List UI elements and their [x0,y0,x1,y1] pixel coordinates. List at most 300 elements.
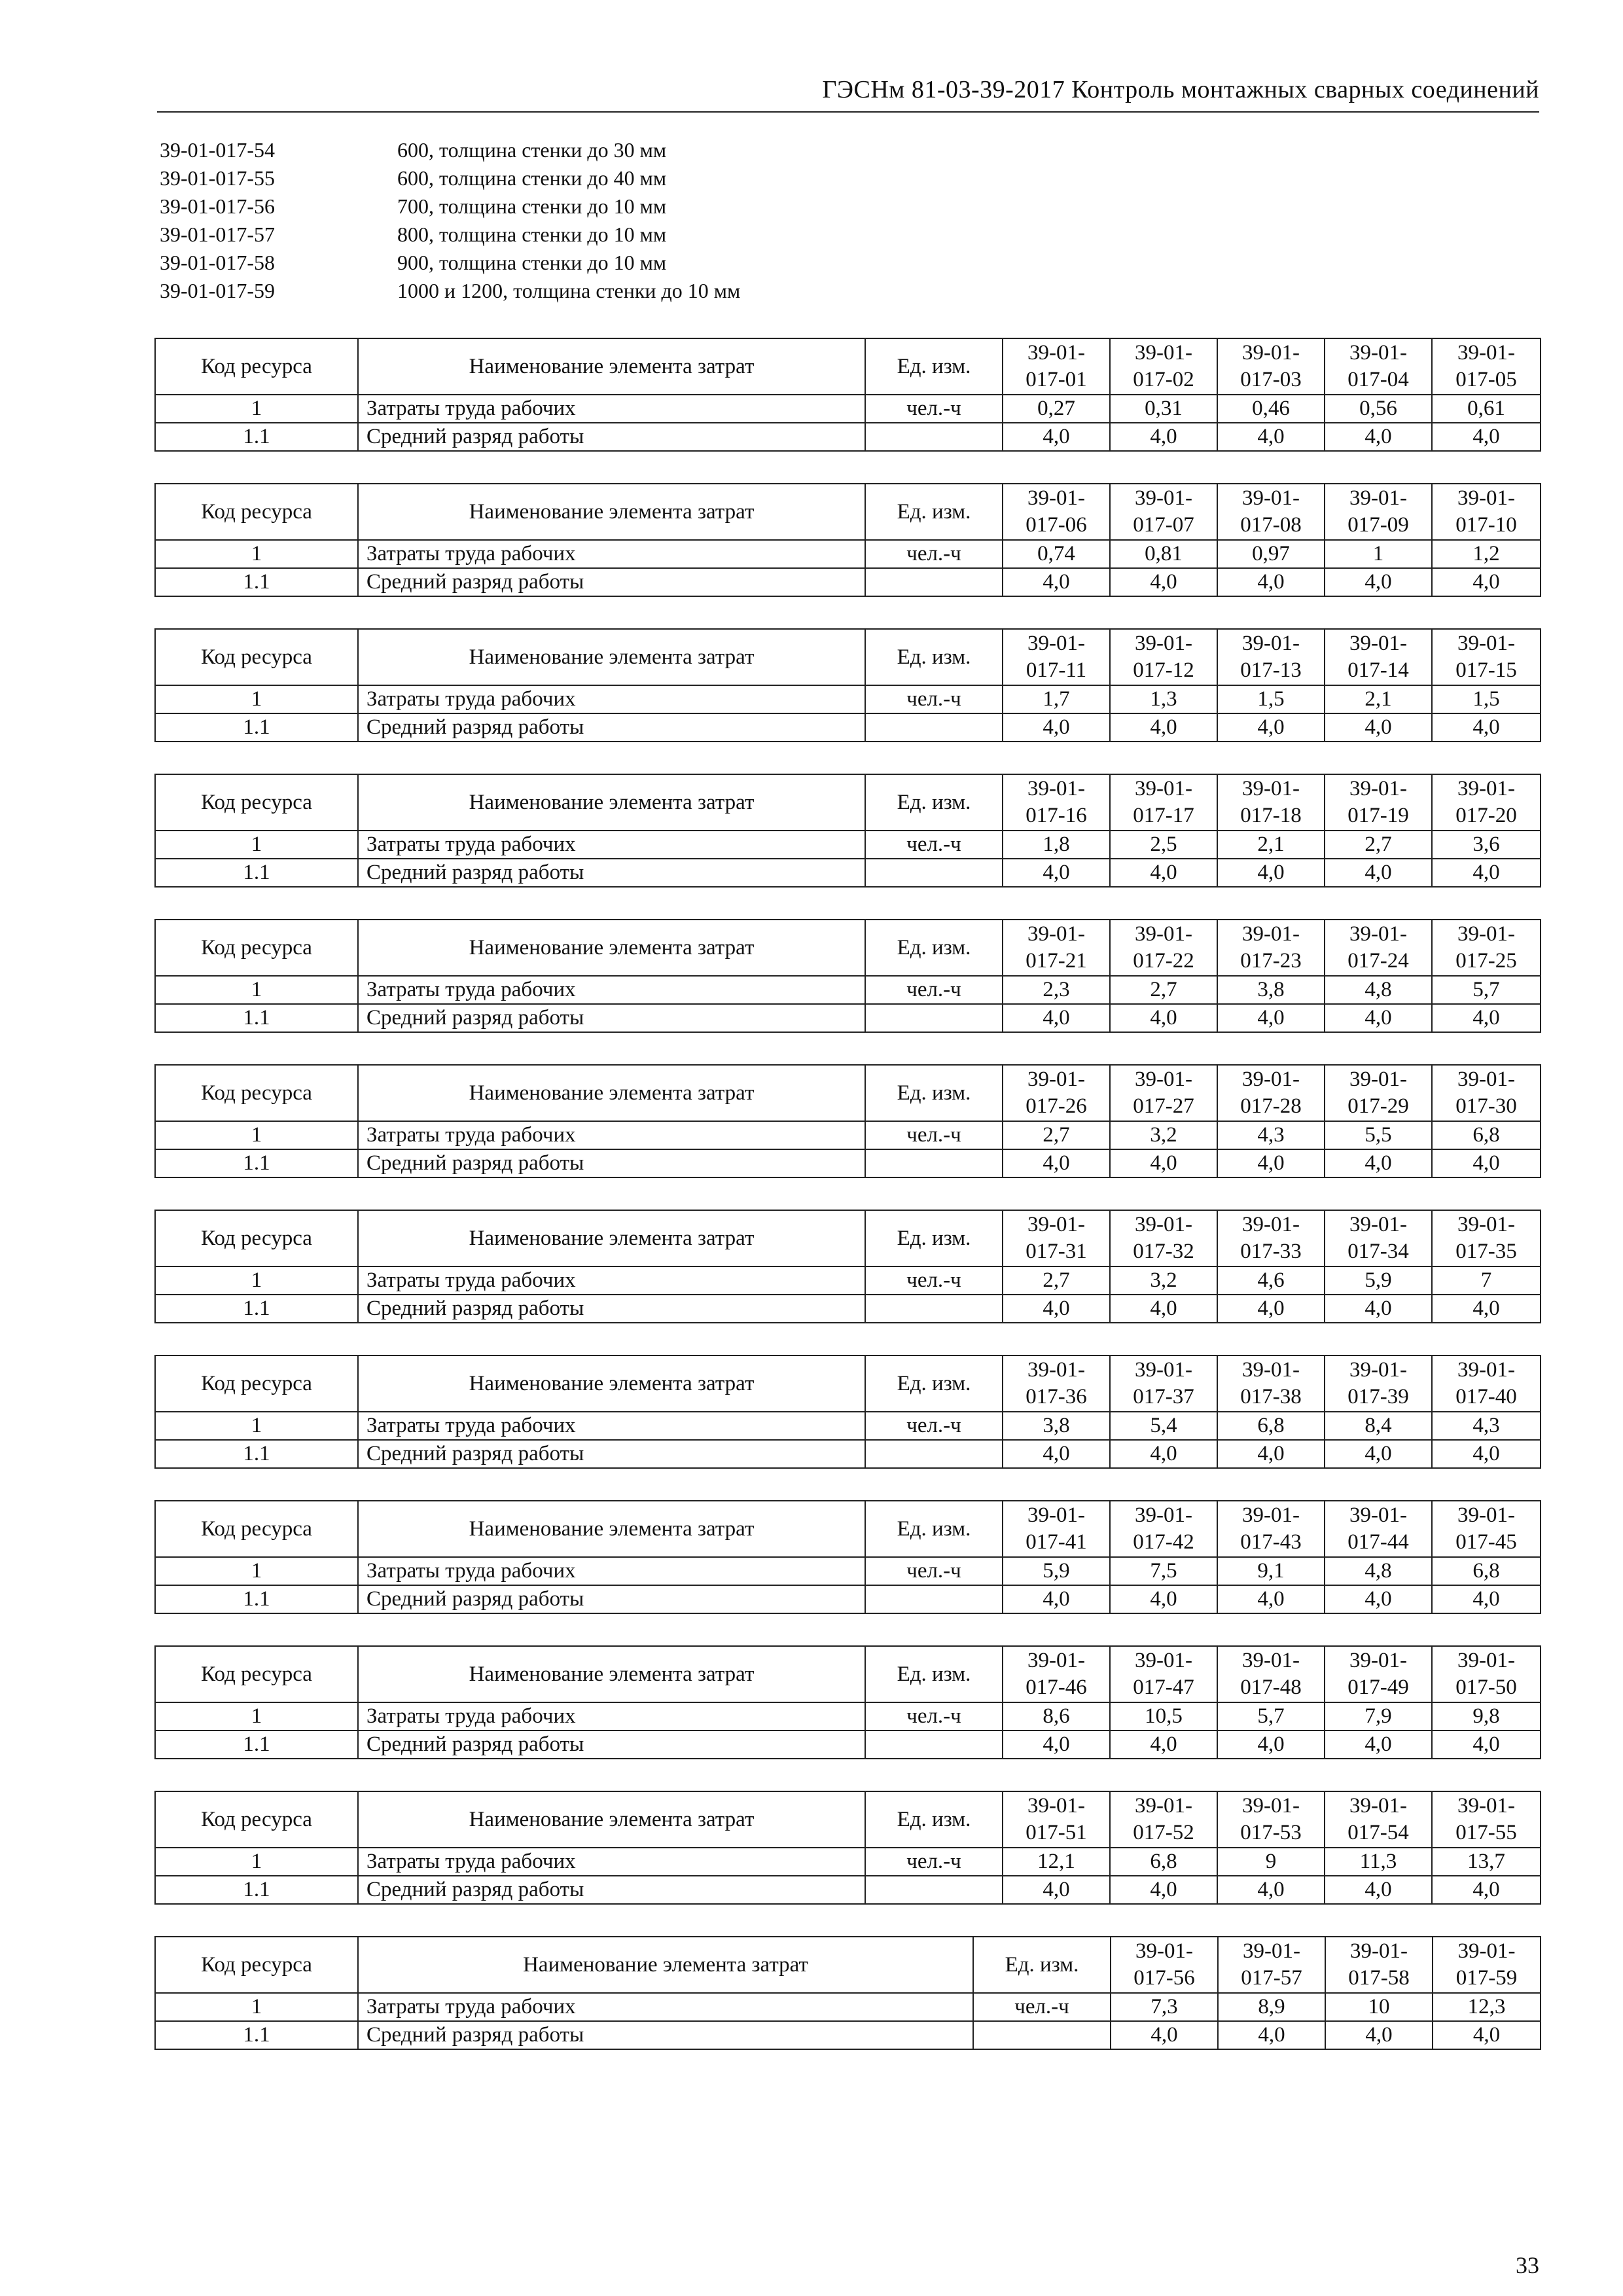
norm-code-part-1: 39-01- [1027,632,1085,655]
norm-code-part-1: 39-01- [1027,1503,1085,1527]
header-unit: Ед. изм. [865,1210,1003,1266]
table-row [155,1557,1541,1585]
row-value: 3,8 [1217,976,1325,1004]
header-norm-code [1325,629,1432,685]
header-code: Код ресурса [155,1355,358,1412]
table-row [155,1121,1541,1149]
header-norm-code [1325,1937,1433,1993]
norm-code-part-2: 017-04 [1347,368,1409,391]
table-row [155,1876,1541,1904]
header-norm-code [1217,1646,1325,1702]
header-name: Наименование элемента затрат [358,774,865,831]
norm-code-part-2: 017-32 [1133,1240,1194,1263]
row-value: 4,0 [1217,568,1325,596]
table-header-row [155,1501,1541,1557]
norm-code-part-1: 39-01- [1135,1794,1192,1818]
header-name: Наименование элемента затрат [358,1065,865,1121]
table-row [155,1848,1541,1876]
row-value: 4,0 [1432,423,1541,451]
row-name: Затраты труда рабочих [358,1848,865,1876]
norm-code-part-2: 017-53 [1240,1821,1302,1844]
norm-code-part-2: 017-22 [1133,949,1194,973]
table-header-row [155,1937,1541,1993]
header-norm-code [1325,338,1432,395]
row-value: 11,3 [1325,1848,1432,1876]
norm-code-part-1: 39-01- [1242,1649,1300,1672]
intro-text: 600, толщина стенки до 30 мм [397,138,667,162]
norm-code-part-2: 017-41 [1026,1530,1087,1554]
row-value: 4,0 [1325,1149,1432,1177]
header-norm-code [1217,1355,1325,1412]
norm-code-part-2: 017-13 [1240,658,1302,682]
row-unit [865,1004,1003,1032]
norm-code-part-1: 39-01- [1457,1794,1515,1818]
table-row [155,859,1541,887]
norm-code-part-1: 39-01- [1027,341,1085,365]
resource-table [154,1500,1541,1614]
row-value: 1,3 [1110,685,1217,713]
row-code: 1.1 [155,423,358,451]
header-name: Наименование элемента затрат [358,629,865,685]
row-unit: чел.-ч [865,1702,1003,1731]
row-value: 4,0 [1432,1004,1541,1032]
row-value: 4,0 [1110,1295,1217,1323]
table-row [155,685,1541,713]
row-value: 4,8 [1325,976,1432,1004]
row-value: 4,0 [1432,1149,1541,1177]
row-value: 4,0 [1217,423,1325,451]
norm-code-part-1: 39-01- [1243,1939,1300,1963]
norm-code-part-1: 39-01- [1457,1213,1515,1236]
row-value: 0,97 [1217,540,1325,568]
norm-code-part-1: 39-01- [1349,1649,1407,1672]
header-norm-code [1110,629,1217,685]
row-unit: чел.-ч [865,395,1003,423]
norm-code-part-1: 39-01- [1349,1503,1407,1527]
row-value: 10,5 [1110,1702,1217,1731]
row-value: 4,0 [1217,1876,1325,1904]
intro-text: 700, толщина стенки до 10 мм [397,194,667,218]
row-value: 4,0 [1110,1731,1217,1759]
intro-text: 800, толщина стенки до 10 мм [397,223,667,246]
row-unit: чел.-ч [865,540,1003,568]
header-name: Наименование элемента затрат [358,1355,865,1412]
row-value: 2,7 [1003,1266,1110,1295]
norm-code-part-1: 39-01- [1135,1939,1193,1963]
header-norm-code [1111,1937,1218,1993]
header-unit: Ед. изм. [865,1646,1003,1702]
norm-code-part-1: 39-01- [1135,1213,1192,1236]
norm-code-part-2: 017-14 [1347,658,1409,682]
norm-code-part-2: 017-07 [1133,513,1194,537]
row-value: 9 [1217,1848,1325,1876]
resource-table [154,1936,1541,2050]
norm-code-part-1: 39-01- [1242,1358,1300,1382]
table-header-row [155,484,1541,540]
header-norm-code [1433,1937,1541,1993]
header-name: Наименование элемента затрат [358,484,865,540]
row-unit [865,859,1003,887]
row-value: 4,0 [1110,1149,1217,1177]
header-code: Код ресурса [155,1791,358,1848]
row-code: 1.1 [155,713,358,742]
row-code: 1.1 [155,1876,358,1904]
header-norm-code [1110,1355,1217,1412]
row-name: Средний разряд работы [358,423,865,451]
norm-code-part-1: 39-01- [1135,341,1192,365]
row-value: 4,0 [1217,859,1325,887]
norm-code-part-1: 39-01- [1349,922,1407,946]
intro-list [160,136,740,305]
header-norm-code [1003,629,1110,685]
row-value: 0,31 [1110,395,1217,423]
norm-code-part-2: 017-11 [1026,658,1087,682]
norm-code-part-2: 017-38 [1240,1385,1302,1408]
intro-text: 1000 и 1200, толщина стенки до 10 мм [397,279,741,302]
row-value: 1,2 [1432,540,1541,568]
row-value: 4,0 [1432,1440,1541,1468]
norm-code-part-2: 017-43 [1240,1530,1302,1554]
row-name: Средний разряд работы [358,568,865,596]
norm-code-part-2: 017-49 [1347,1676,1409,1699]
header-unit: Ед. изм. [973,1937,1111,1993]
header-norm-code [1325,1355,1432,1412]
row-name: Средний разряд работы [358,859,865,887]
row-code: 1.1 [155,1295,358,1323]
norm-code-part-1: 39-01- [1349,1794,1407,1818]
table-row [155,423,1541,451]
table-row [155,976,1541,1004]
norm-code-part-2: 017-31 [1026,1240,1087,1263]
row-unit: чел.-ч [973,1993,1111,2021]
header-norm-code [1217,920,1325,976]
row-value: 4,0 [1218,2021,1325,2049]
norm-code-part-2: 017-16 [1026,804,1087,827]
norm-code-part-1: 39-01- [1457,486,1515,510]
row-unit [865,568,1003,596]
intro-item [160,192,740,221]
norm-code-part-2: 017-45 [1455,1530,1517,1554]
header-norm-code [1110,1210,1217,1266]
row-value: 2,5 [1110,831,1217,859]
intro-item [160,249,740,277]
row-code: 1 [155,1121,358,1149]
row-value: 1,5 [1217,685,1325,713]
header-norm-code [1217,1791,1325,1848]
header-norm-code [1325,1646,1432,1702]
row-value: 4,0 [1110,423,1217,451]
header-norm-code [1110,1791,1217,1848]
table-header-row [155,920,1541,976]
row-value: 1 [1325,540,1432,568]
row-value: 4,0 [1110,1004,1217,1032]
row-value: 8,6 [1003,1702,1110,1731]
header-code: Код ресурса [155,1501,358,1557]
row-unit [865,1731,1003,1759]
header-unit: Ед. изм. [865,920,1003,976]
row-value: 2,7 [1325,831,1432,859]
row-value: 2,7 [1003,1121,1110,1149]
row-code: 1.1 [155,859,358,887]
row-unit: чел.-ч [865,831,1003,859]
norm-code-part-1: 39-01- [1242,1503,1300,1527]
norm-code-part-1: 39-01- [1457,922,1515,946]
norm-code-part-2: 017-09 [1347,513,1409,537]
norm-code-part-1: 39-01- [1457,1649,1515,1672]
header-unit: Ед. изм. [865,1791,1003,1848]
intro-code: 39-01-017-56 [160,194,275,218]
norm-code-part-2: 017-47 [1133,1676,1194,1699]
norm-code-part-2: 017-02 [1133,368,1194,391]
row-value: 4,3 [1432,1412,1541,1440]
norm-code-part-1: 39-01- [1457,341,1515,365]
norm-code-part-2: 017-20 [1455,804,1517,827]
header-norm-code [1432,629,1541,685]
norm-code-part-1: 39-01- [1349,1213,1407,1236]
row-name: Средний разряд работы [358,1731,865,1759]
row-value: 10 [1325,1993,1433,2021]
resource-table [154,774,1541,888]
header-unit: Ед. изм. [865,774,1003,831]
resource-table [154,919,1541,1033]
table-row [155,1295,1541,1323]
row-value: 4,0 [1110,859,1217,887]
row-name: Затраты труда рабочих [358,1993,973,2021]
row-unit [865,1149,1003,1177]
norm-code-part-2: 017-24 [1347,949,1409,973]
row-value: 1,7 [1003,685,1110,713]
row-value: 6,8 [1432,1557,1541,1585]
norm-code-part-1: 39-01- [1027,922,1085,946]
page-number: 33 [1516,2252,1539,2278]
row-value: 4,0 [1003,859,1110,887]
header-norm-code [1217,774,1325,831]
table-header-row [155,1210,1541,1266]
norm-code-part-1: 39-01- [1135,1358,1192,1382]
norm-code-part-1: 39-01- [1349,777,1407,800]
norm-code-part-1: 39-01- [1027,1213,1085,1236]
row-unit: чел.-ч [865,685,1003,713]
row-code: 1 [155,685,358,713]
header-norm-code [1003,338,1110,395]
norm-code-part-1: 39-01- [1457,777,1515,800]
header-norm-code [1325,484,1432,540]
header-norm-code [1217,1501,1325,1557]
row-value: 3,2 [1110,1121,1217,1149]
norm-code-part-2: 017-48 [1240,1676,1302,1699]
row-value: 1,8 [1003,831,1110,859]
norm-code-part-1: 39-01- [1027,1358,1085,1382]
header-code: Код ресурса [155,1937,358,1993]
header-norm-code [1217,1065,1325,1121]
row-value: 4,3 [1217,1121,1325,1149]
row-name: Средний разряд работы [358,1004,865,1032]
norm-code-part-2: 017-17 [1133,804,1194,827]
header-norm-code [1325,920,1432,976]
header-norm-code [1432,1355,1541,1412]
header-norm-code [1432,1646,1541,1702]
norm-code-part-1: 39-01- [1242,1794,1300,1818]
norm-code-part-2: 017-15 [1455,658,1517,682]
row-value: 4,0 [1217,1295,1325,1323]
intro-code: 39-01-017-55 [160,166,275,190]
header-norm-code [1432,1501,1541,1557]
header-norm-code [1432,1791,1541,1848]
header-norm-code [1110,1501,1217,1557]
header-code: Код ресурса [155,1065,358,1121]
row-value: 4,0 [1432,1731,1541,1759]
running-header [157,73,1539,113]
header-norm-code [1218,1937,1325,1993]
norm-code-part-2: 017-42 [1133,1530,1194,1554]
header-name: Наименование элемента затрат [358,1501,865,1557]
norm-code-part-2: 017-08 [1240,513,1302,537]
norm-code-part-1: 39-01- [1135,1067,1192,1091]
row-value: 4,0 [1325,1004,1432,1032]
header-code: Код ресурса [155,338,358,395]
row-code: 1.1 [155,1731,358,1759]
row-value: 4,0 [1003,423,1110,451]
row-value: 4,0 [1432,859,1541,887]
norm-code-part-1: 39-01- [1242,1067,1300,1091]
header-norm-code [1110,338,1217,395]
table-row [155,1149,1541,1177]
norm-code-part-1: 39-01- [1242,922,1300,946]
row-unit: чел.-ч [865,1848,1003,1876]
row-name: Затраты труда рабочих [358,1412,865,1440]
row-value: 4,0 [1110,568,1217,596]
header-norm-code [1110,1646,1217,1702]
row-value: 4,0 [1432,1876,1541,1904]
row-value: 4,0 [1217,1440,1325,1468]
norm-code-part-2: 017-19 [1347,804,1409,827]
table-row [155,831,1541,859]
table-header-row [155,1646,1541,1702]
row-value: 7,3 [1111,1993,1218,2021]
row-name: Средний разряд работы [358,1149,865,1177]
row-value: 2,7 [1110,976,1217,1004]
row-value: 7 [1432,1266,1541,1295]
resource-table [154,628,1541,742]
norm-code-part-2: 017-26 [1026,1094,1087,1118]
norm-code-part-1: 39-01- [1457,1503,1515,1527]
intro-item [160,164,740,192]
norm-code-part-1: 39-01- [1349,1358,1407,1382]
row-value: 7,5 [1110,1557,1217,1585]
norm-code-part-2: 017-21 [1026,949,1087,973]
header-norm-code [1110,920,1217,976]
intro-item [160,136,740,164]
header-norm-code [1003,1791,1110,1848]
norm-code-part-2: 017-58 [1348,1966,1410,1990]
row-code: 1.1 [155,1440,358,1468]
intro-text: 600, толщина стенки до 40 мм [397,166,667,190]
table-row [155,1702,1541,1731]
row-value: 0,56 [1325,395,1432,423]
row-code: 1.1 [155,568,358,596]
header-code: Код ресурса [155,774,358,831]
row-value: 4,0 [1003,1149,1110,1177]
intro-item [160,221,740,249]
row-code: 1 [155,1993,358,2021]
row-name: Затраты труда рабочих [358,1121,865,1149]
norm-code-part-2: 017-28 [1240,1094,1302,1118]
row-code: 1 [155,395,358,423]
norm-code-part-1: 39-01- [1349,341,1407,365]
row-value: 4,0 [1325,859,1432,887]
row-value: 4,0 [1003,1440,1110,1468]
norm-code-part-2: 017-06 [1026,513,1087,537]
norm-code-part-2: 017-50 [1455,1676,1517,1699]
header-code: Код ресурса [155,1646,358,1702]
row-value: 4,0 [1110,1440,1217,1468]
table-header-row [155,1355,1541,1412]
row-value: 4,0 [1217,1731,1325,1759]
norm-code-part-2: 017-40 [1455,1385,1517,1408]
row-value: 4,0 [1111,2021,1218,2049]
row-name: Затраты труда рабочих [358,976,865,1004]
norm-code-part-2: 017-37 [1133,1385,1194,1408]
norm-code-part-1: 39-01- [1135,777,1192,800]
row-value: 4,0 [1217,713,1325,742]
table-header-row [155,338,1541,395]
table-header-row [155,774,1541,831]
norm-code-part-2: 017-51 [1026,1821,1087,1844]
row-unit: чел.-ч [865,1557,1003,1585]
row-value: 6,8 [1217,1412,1325,1440]
header-unit: Ед. изм. [865,338,1003,395]
row-value: 8,4 [1325,1412,1432,1440]
row-value: 12,3 [1433,1993,1541,2021]
row-name: Затраты труда рабочих [358,1557,865,1585]
norm-code-part-1: 39-01- [1135,922,1192,946]
resource-table [154,1355,1541,1469]
row-value: 9,8 [1432,1702,1541,1731]
row-value: 4,0 [1325,713,1432,742]
row-value: 4,0 [1110,1876,1217,1904]
header-name: Наименование элемента затрат [358,1210,865,1266]
header-code: Код ресурса [155,920,358,976]
header-norm-code [1110,484,1217,540]
table-header-row [155,1065,1541,1121]
table-header-row [155,1791,1541,1848]
header-norm-code [1432,1065,1541,1121]
intro-item [160,277,740,305]
norm-code-part-1: 39-01- [1349,486,1407,510]
row-value: 4,0 [1325,1585,1432,1613]
norm-code-part-2: 017-55 [1455,1821,1517,1844]
norm-code-part-2: 017-03 [1240,368,1302,391]
header-norm-code [1432,774,1541,831]
row-unit [865,1440,1003,1468]
norm-code-part-2: 017-33 [1240,1240,1302,1263]
row-value: 3,2 [1110,1266,1217,1295]
row-value: 4,0 [1325,1440,1432,1468]
norm-code-part-1: 39-01- [1027,486,1085,510]
header-norm-code [1325,1501,1432,1557]
row-code: 1 [155,1557,358,1585]
header-unit: Ед. изм. [865,484,1003,540]
header-norm-code [1217,338,1325,395]
norm-code-part-2: 017-56 [1133,1966,1195,1990]
header-norm-code [1003,920,1110,976]
row-unit: чел.-ч [865,1121,1003,1149]
header-norm-code [1110,774,1217,831]
norm-code-part-1: 39-01- [1135,1503,1192,1527]
norm-code-part-1: 39-01- [1457,632,1515,655]
norm-code-part-1: 39-01- [1135,632,1192,655]
header-name: Наименование элемента затрат [358,1646,865,1702]
